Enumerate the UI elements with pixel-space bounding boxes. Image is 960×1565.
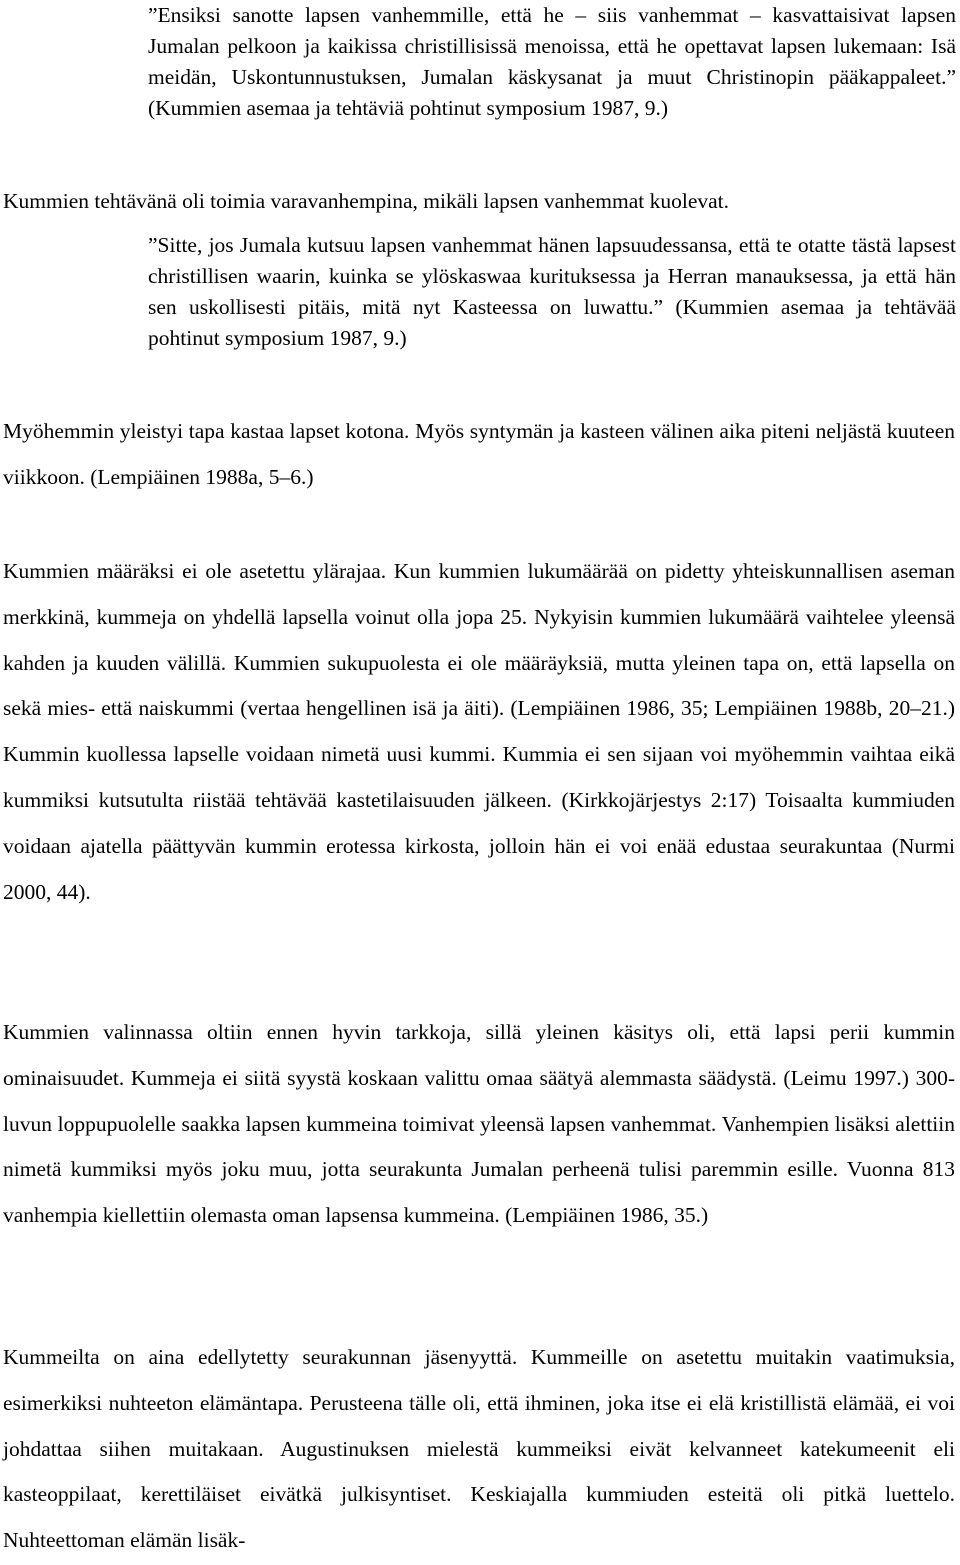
paragraph-substitute-parents: Kummien tehtävänä oli toimia varavanhempina, mikäli lapsen vanhemmat kuolevat. xyxy=(3,189,730,213)
paragraph-number-of-godparents: Kummien määräksi ei ole asetettu ylärajaa. Kun kummien lukumäärää on pidetty yhteiskunnallisen aseman merkkinä, kummeja on yhdellä lapsella voinut olla jopa 25. Nykyisin kummien lukumäärä vaihtelee yleensä kahden ja kuuden välillä. Kummien sukupuolesta ei ole määräyksiä, mutta yleinen tapa on, että lapsella on sekä mies- että naiskummi (vertaa hengellinen isä ja äiti). (Lempiäinen 1986, 35; Lempiäinen 1988b, 20–21.) Kummin kuollessa lapselle voidaan nimetä uusi kummi. Kummia ei sen sijaan voi myöhemmin vaihtaa eikä kummiksi kutsutulta riistää tehtävää kastetilaisuuden jälkeen. (Kirkkojärjestys 2:17) Toisaalta kummiuden voidaan ajatella päättyvän kummin erotessa kirkosta, jolloin hän ei voi enää edustaa seurakuntaa (Nurmi 2000, 44). xyxy=(3,559,955,904)
quote-paragraph-godparents-duties: ”Ensiksi sanotte lapsen vanhemmille, että he – siis vanhemmat – kasvattaisivat lapsen Jumalan pelkoon ja kaikissa christillisissä menoissa, että he opettavat lapsen lukemaan: Isä meidän, Uskontunnustuksen, Jumalan käskysanat ja muut Christinopin pääkappaleet.” (Kummien asemaa ja tehtäviä pohtinut symposium 1987, 9.) xyxy=(148,3,956,120)
paragraph-choosing-godparents: Kummien valinnassa oltiin ennen hyvin tarkkoja, sillä yleinen käsitys oli, että lapsi perii kummin ominaisuudet. Kummeja ei siitä syystä koskaan valittu omaa säätyä alemmasta säädystä. (Leimu 1997.) 300-luvun loppupuolelle saakka lapsen kummeina toimivat yleensä lapsen vanhemmat. Vanhempien lisäksi alettiin nimetä kummiksi myös joku muu, jotta seurakunta Jumalan perheenä tulisi paremmin esille. Vuonna 813 vanhempia kiellettiin olemasta oman lapsensa kummeina. (Lempiäinen 1986, 35.) xyxy=(3,1020,955,1228)
paragraph-godparent-requirements: Kummeilta on aina edellytetty seurakunnan jäsenyyttä. Kummeille on asetettu muitakin vaatimuksia, esimerkiksi nuhteeton elämäntapa. Perusteena tälle oli, että ihminen, joka itse ei elä kristillistä elämää, ei voi johdattaa siihen muitakaan. Augustinuksen mielestä kummeiksi eivät kelvanneet katekumeenit eli kasteoppilaat, kerettiläiset eivätkä julkisyntiset. Keskiajalla kummiuden esteitä oli pitkä luettelo. Nuhteettoman elämän lisäk- xyxy=(3,1345,955,1553)
quote-paragraph-orphan-care: ”Sitte, jos Jumala kutsuu lapsen vanhemmat hänen lapsuudessansa, että te otatte tästä lapsest christillisen waarin, kuinka se ylöskaswaa kurituksessa ja Herran manauksessa, ja että hän sen uskollisesti pitäis, mitä nyt Kasteessa on luwattu.” (Kummien asemaa ja tehtävää pohtinut symposium 1987, 9.) xyxy=(148,233,956,350)
paragraph-home-baptism: Myöhemmin yleistyi tapa kastaa lapset kotona. Myös syntymän ja kasteen välinen aika piteni neljästä kuuteen viikkoon. (Lempiäinen 1988a, 5–6.) xyxy=(3,419,955,489)
